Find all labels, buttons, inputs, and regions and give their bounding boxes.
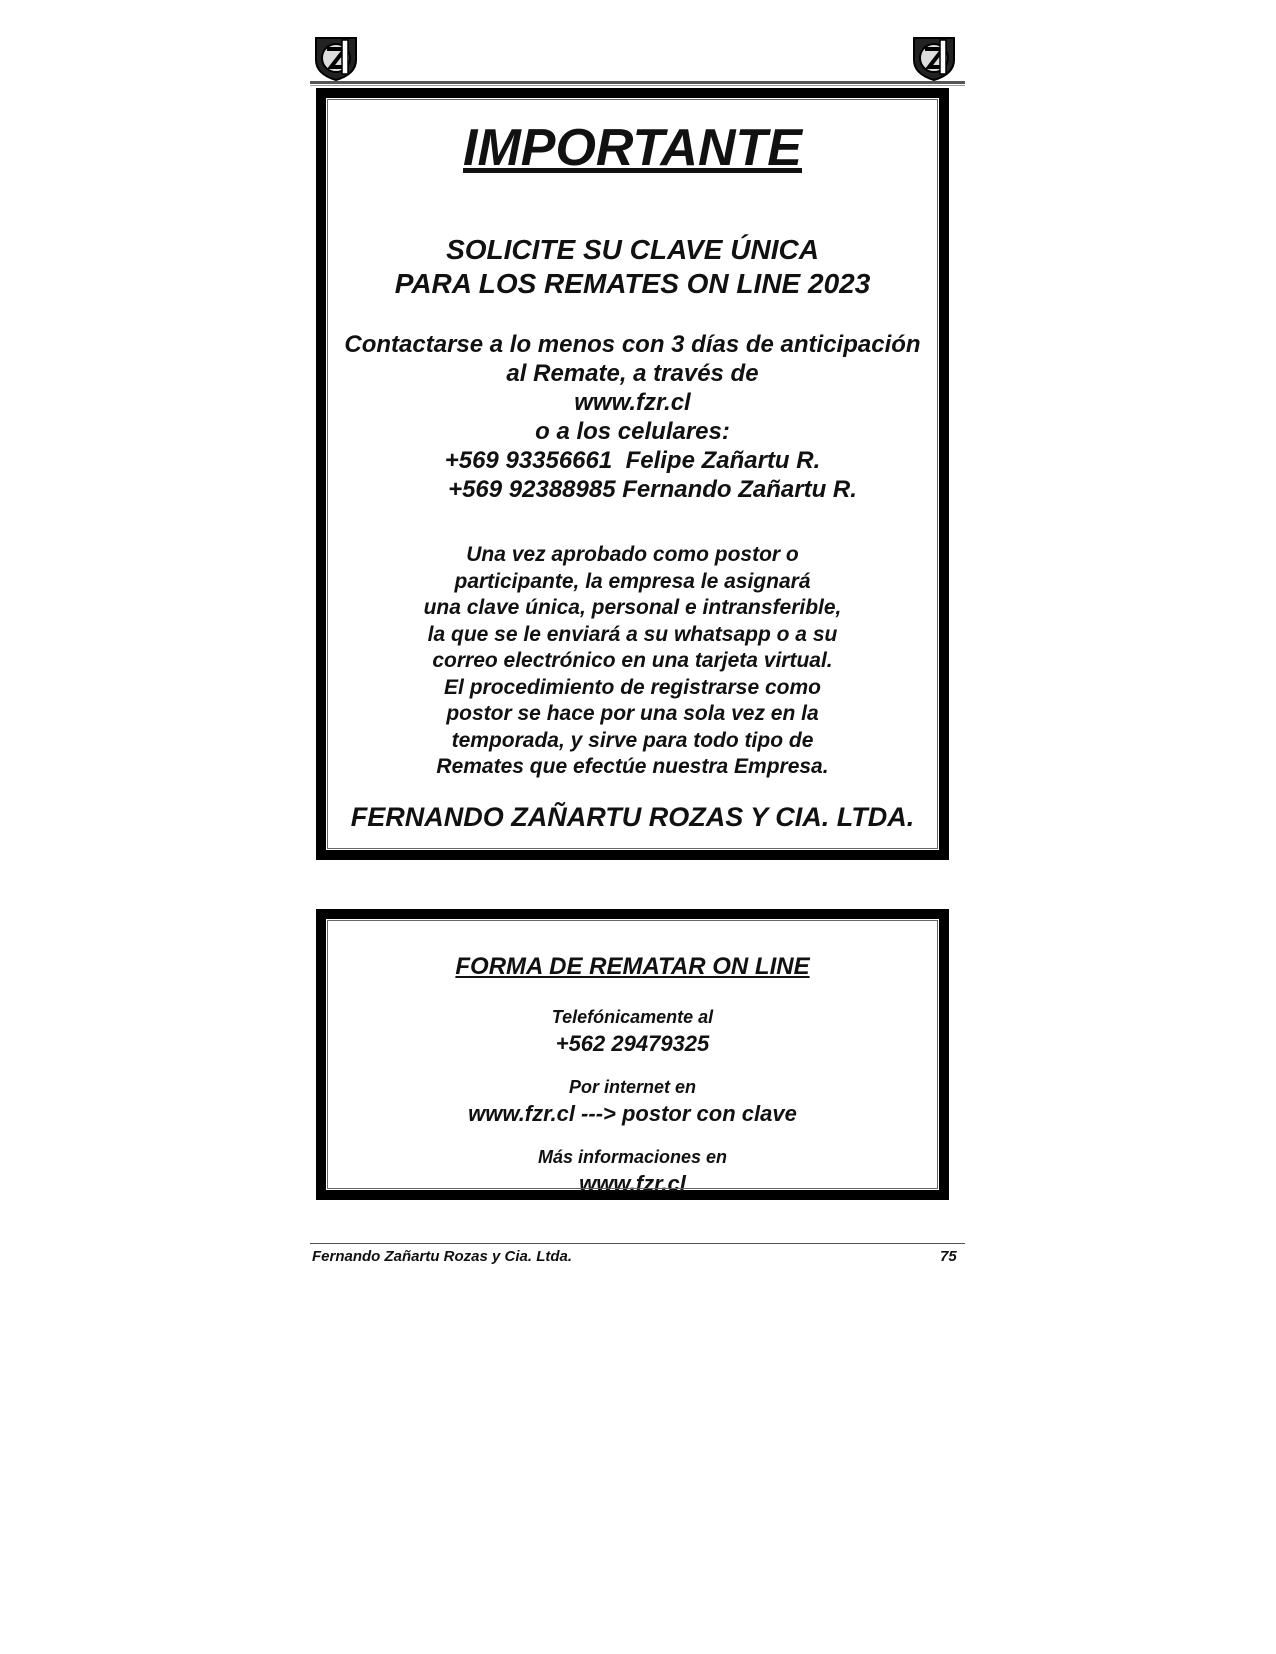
- description-line: temporada, y sirve para todo tipo de: [451, 728, 814, 752]
- header-divider: [310, 81, 965, 84]
- info-label: Más informaciones en: [537, 1147, 728, 1167]
- phone-label: Telefónicamente al: [551, 1007, 714, 1027]
- contact-line: o a los celulares:: [535, 418, 730, 445]
- footer-company: Fernando Zañartu Rozas y Cia. Ltda.: [312, 1248, 573, 1265]
- phone-number[interactable]: +562 29479325: [555, 1031, 710, 1056]
- description-line: postor se hace por una sola vez en la: [446, 702, 819, 725]
- description-line: la que se le enviará a su whatsapp o a su: [427, 622, 838, 646]
- subtitle-line: PARA LOS REMATES ON LINE 2023: [394, 268, 871, 299]
- description-line: Una vez aprobado como postor o: [466, 543, 799, 566]
- subtitle-line: SOLICITE SU CLAVE ÚNICA: [446, 234, 819, 265]
- website-link[interactable]: www.fzr.cl: [574, 389, 691, 416]
- info-link[interactable]: www.fzr.cl: [579, 1171, 686, 1196]
- important-notice-box: [316, 88, 949, 860]
- fzr-logo-icon: [910, 34, 958, 82]
- forma-title: FORMA DE REMATAR ON LINE: [455, 953, 810, 980]
- company-name: FERNANDO ZAÑARTU ROZAS Y CIA. LTDA.: [350, 802, 915, 832]
- contact-line: al Remate, a través de: [506, 360, 759, 387]
- description-line: participante, la empresa le asignará: [454, 569, 811, 593]
- fzr-logo-icon: [312, 34, 360, 82]
- contact-line: Contactarse a lo menos con 3 días de anticipación: [344, 331, 921, 358]
- description-line: correo electrónico en una tarjeta virtual.: [432, 649, 833, 672]
- header-divider-thin: [310, 85, 965, 86]
- footer-divider: [310, 1243, 965, 1244]
- page-number: 75: [940, 1248, 957, 1265]
- forma-remate-box: [316, 909, 949, 1200]
- contact-info: [326, 330, 939, 504]
- phone-fernando[interactable]: +569 92388985 Fernando Zañartu R.: [448, 476, 857, 503]
- description-line: una clave única, personal e intransferible,: [423, 596, 842, 619]
- registration-description: [326, 542, 939, 781]
- internet-link[interactable]: www.fzr.cl ---> postor con clave: [468, 1101, 797, 1126]
- phone-felipe[interactable]: +569 93356661 Felipe Zañartu R.: [444, 447, 821, 474]
- important-title: IMPORTANTE: [463, 119, 802, 177]
- important-subtitle: [326, 233, 939, 301]
- description-line: El procedimiento de registrarse como: [444, 675, 821, 699]
- internet-label: Por internet en: [568, 1077, 697, 1097]
- description-line: Remates que efectúe nuestra Empresa.: [436, 755, 829, 778]
